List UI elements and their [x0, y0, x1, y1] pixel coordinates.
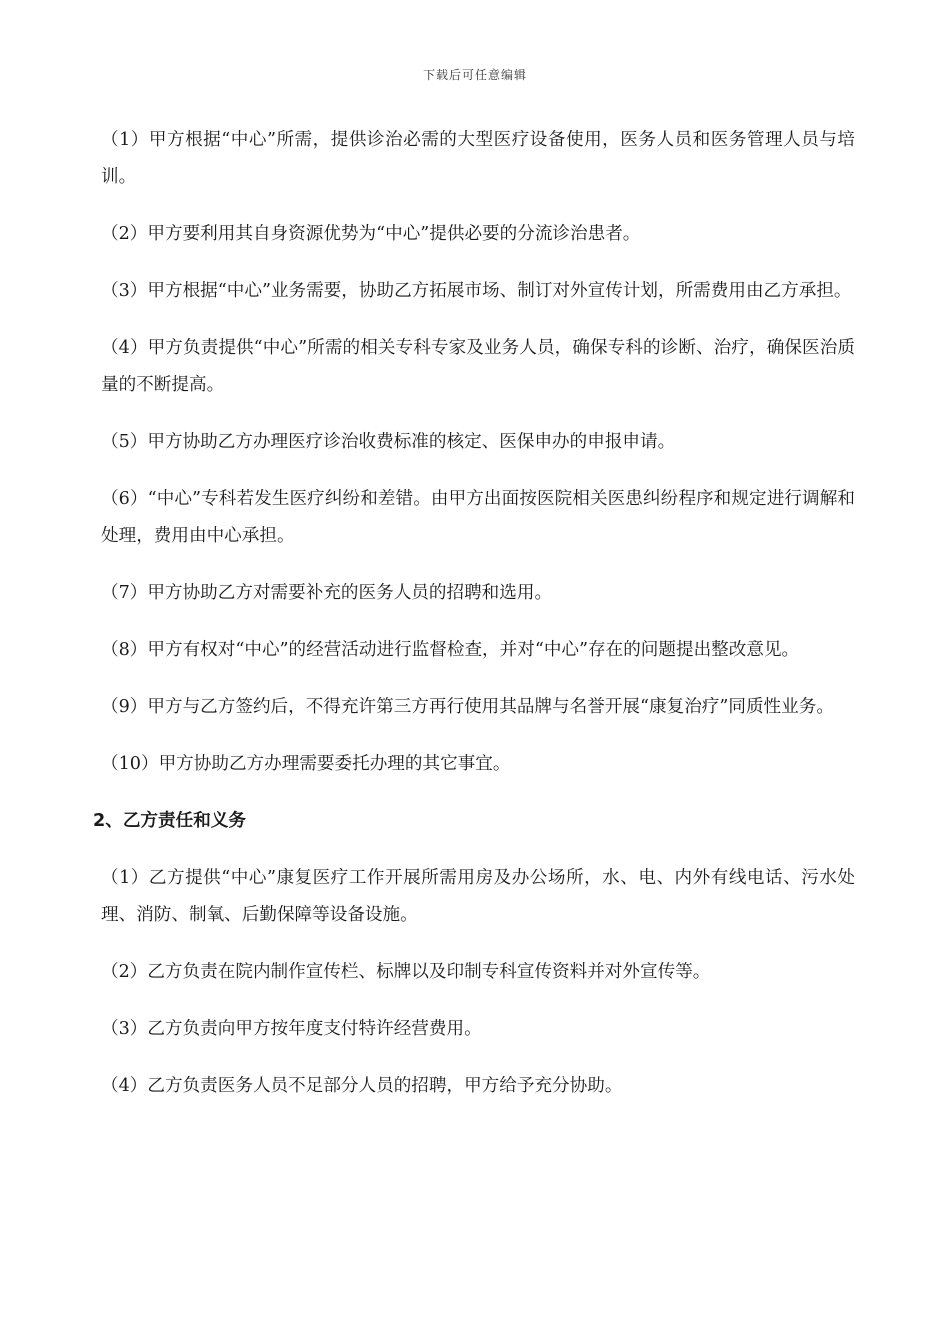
clause-2-1: （1）乙方提供“中心”康复医疗工作开展所需用房及办公场所，水、电、内外有线电话、污水处理、消防、制氧、后勤保障等设备设施。: [101, 868, 855, 925]
clause-1-9: （9）甲方与乙方签约后，不得充许第三方再行使用其品牌与名誉开展“康复治疗”同质性业务。: [101, 697, 834, 717]
clause-1-4: （4）甲方负责提供“中心”所需的相关专科专家及业务人员，确保专科的诊断、治疗，确保医治质量的不断提高。: [101, 338, 855, 395]
section-2-heading: 2、乙方责任和义务: [93, 811, 246, 831]
clause-2-2: （2）乙方负责在院内制作宣传栏、标牌以及印制专科宣传资料并对外宣传等。: [101, 962, 711, 982]
document-body: [93, 122, 855, 1125]
clause-1-7: （7）甲方协助乙方对需要补充的医务人员的招聘和选用。: [101, 583, 553, 603]
clause-2-3: （3）乙方负责向甲方按年度支付特许经营费用。: [101, 1019, 482, 1039]
clause-1-8: （8）甲方有权对“中心”的经营活动进行监督检查，并对“中心”存在的问题提出整改意见。: [101, 640, 800, 660]
clause-1-6: （6）“中心”专科若发生医疗纠纷和差错。由甲方出面按医院相关医患纠纷程序和规定进行调解和处理，费用由中心承担。: [101, 489, 855, 546]
page-header-note: 下载后可任意编辑: [422, 68, 527, 82]
clause-1-3: （3）甲方根据“中心”业务需要，协助乙方拓展市场、制订对外宣传计划，所需费用由乙方承担。: [101, 281, 852, 301]
clause-1-5: （5）甲方协助乙方办理医疗诊治收费标准的核定、医保申办的申报申请。: [101, 432, 676, 452]
clause-1-10: （10）甲方协助乙方办理需要委托办理的其它事宜。: [101, 754, 511, 774]
clause-1-1: （1）甲方根据“中心”所需，提供诊治必需的大型医疗设备使用，医务人员和医务管理人员与培训。: [101, 130, 855, 187]
clause-2-4: （4）乙方负责医务人员不足部分人员的招聘，甲方给予充分协助。: [101, 1076, 623, 1096]
clause-1-2: （2）甲方要利用其自身资源优势为“中心”提供必要的分流诊治患者。: [101, 224, 641, 244]
